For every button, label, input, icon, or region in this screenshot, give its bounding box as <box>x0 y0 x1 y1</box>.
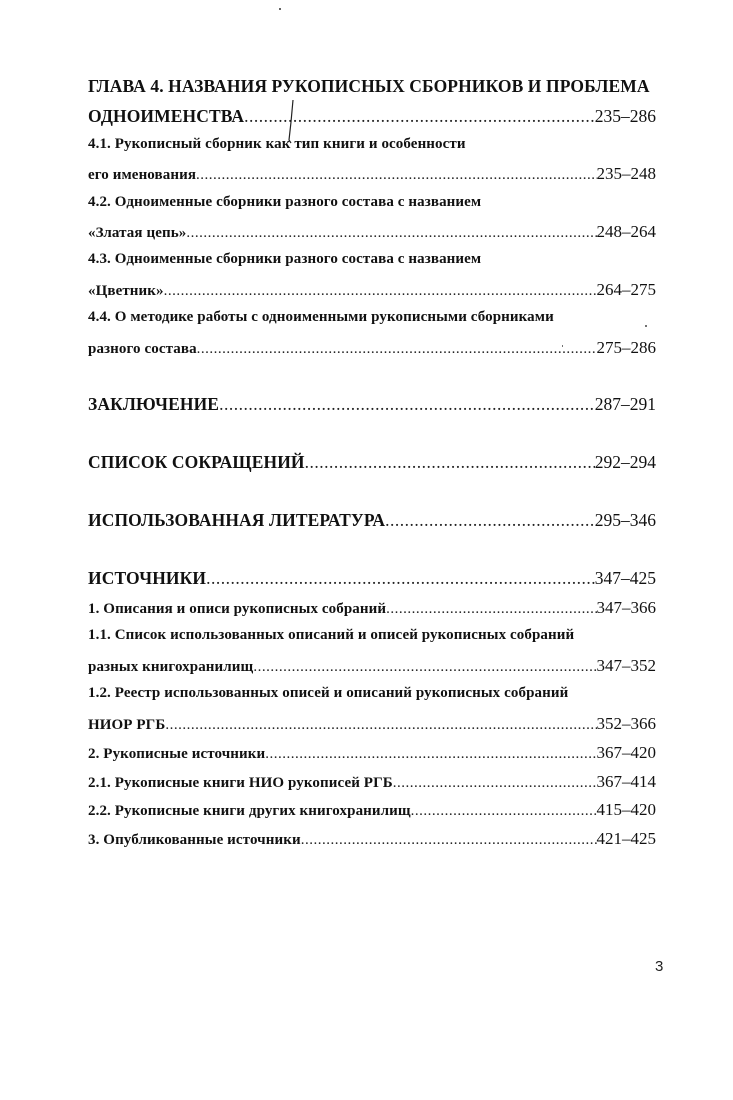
toc-entry-pages: 235–248 <box>596 164 656 183</box>
toc-entry-pages: 275–286 <box>596 338 656 357</box>
toc-entry-4-4[interactable] <box>88 338 656 360</box>
toc-entry-title: ОДНОИМЕНСТВА <box>88 106 245 126</box>
toc-entry-pages: 295–346 <box>594 510 656 530</box>
toc-dot-leader <box>197 341 597 358</box>
toc-dot-leader <box>386 601 596 618</box>
toc-entry-title: 4.2. Одноименные сборники разного состава с названием <box>88 194 482 210</box>
toc-entry-1-2-line1[interactable] <box>88 685 656 707</box>
page-number: 3 <box>655 958 664 975</box>
toc-entry-title: НИОР РГБ <box>88 717 166 733</box>
toc-entry-title: 2. Рукописные источники <box>88 746 266 762</box>
toc-entry-pages: 292–294 <box>594 452 656 472</box>
toc-entry-title: ИСТОЧНИКИ <box>88 568 207 588</box>
toc-entry-pages: 347–352 <box>596 656 656 675</box>
toc-entry-title: ЗАКЛЮЧЕНИЕ <box>88 394 220 414</box>
toc-entry-bibliography[interactable] <box>88 510 656 532</box>
toc-dot-leader <box>265 746 596 763</box>
toc-dot-leader <box>385 510 595 531</box>
toc-entry-pages: 367–414 <box>596 772 656 791</box>
toc-entry-3[interactable] <box>88 829 656 851</box>
toc-entry-pages: 248–264 <box>596 222 656 241</box>
toc-entry-pages: 352–366 <box>596 714 656 733</box>
toc-entry-1-1[interactable] <box>88 656 656 678</box>
toc-entry-conclusion[interactable] <box>88 394 656 416</box>
toc-entry-1-2[interactable] <box>88 714 656 736</box>
scan-speck <box>279 8 281 10</box>
toc-entry-title: 1. Описания и описи рукописных собраний <box>88 601 387 617</box>
toc-entry-title: ИСПОЛЬЗОВАННАЯ ЛИТЕРАТУРА <box>88 510 386 530</box>
toc-entry-title: 4.3. Одноименные сборники разного состава с названием <box>88 251 482 267</box>
toc-entry-title: ГЛАВА 4. НАЗВАНИЯ РУКОПИСНЫХ СБОРНИКОВ И ПРОБЛЕМА <box>88 76 650 96</box>
toc-entry-pages: 287–291 <box>594 394 656 414</box>
toc-entry-title: СПИСОК СОКРАЩЕНИЙ <box>88 452 305 472</box>
toc-entry-chapter-4[interactable] <box>88 106 656 128</box>
toc-entry-4-1[interactable] <box>88 164 656 186</box>
toc-entry-2-1[interactable] <box>88 772 656 794</box>
toc-entry-pages: 415–420 <box>596 800 656 819</box>
toc-entry-title: 2.1. Рукописные книги НИО рукописей РГБ <box>88 775 393 791</box>
toc-entry-title: 1.2. Реестр использованных описей и описаний рукописных собраний <box>88 685 569 701</box>
toc-entry-4-3[interactable] <box>88 280 656 302</box>
toc-entry-pages: 347–366 <box>596 598 656 617</box>
toc-dot-leader <box>196 167 596 184</box>
toc-entry-title: «Цветник» <box>88 283 164 299</box>
toc-dot-leader <box>305 452 595 473</box>
toc-entry-title: 1.1. Список использованных описаний и описей рукописных собраний <box>88 627 575 643</box>
toc-entry-4-4-line1[interactable] <box>88 309 656 331</box>
toc-entry-title: его именования <box>88 167 197 183</box>
toc-entry-title: 3. Опубликованные источники <box>88 832 301 848</box>
toc-entry-pages: 421–425 <box>596 829 656 848</box>
toc-entry-title: разных книгохранилищ <box>88 659 254 675</box>
toc-entry-2[interactable] <box>88 743 656 765</box>
toc-dot-leader <box>186 225 596 242</box>
toc-entry-pages: 235–286 <box>594 106 656 126</box>
toc-dot-leader <box>165 717 596 734</box>
toc-entry-abbreviations[interactable] <box>88 452 656 474</box>
toc-dot-leader <box>206 568 595 589</box>
toc-dot-leader <box>393 775 597 792</box>
toc-entry-pages: 264–275 <box>596 280 656 299</box>
toc-entry-title: 4.1. Рукописный сборник как тип книги и особенности <box>88 136 466 152</box>
toc-dot-leader <box>164 283 597 300</box>
toc-entry-title: 2.2. Рукописные книги других книгохранилищ <box>88 803 411 819</box>
toc-entry-pages: 347–425 <box>594 568 656 588</box>
toc-entry-1-1-line1[interactable] <box>88 627 656 649</box>
toc-dot-leader <box>253 659 596 676</box>
toc-entry-4-2[interactable] <box>88 222 656 244</box>
toc-entry-title: разного состава <box>88 341 197 357</box>
toc-entry-chapter-4-line1[interactable] <box>88 76 656 98</box>
toc-entry-4-1-line1[interactable] <box>88 136 656 158</box>
toc-entry-4-2-line1[interactable] <box>88 194 656 216</box>
toc-entry-2-2[interactable] <box>88 800 656 822</box>
toc-entry-title: 4.4. О методике работы с одноименными рукописными сборниками <box>88 309 554 325</box>
toc-entry-pages: 367–420 <box>596 743 656 762</box>
toc-dot-leader <box>301 832 597 849</box>
toc-dot-leader <box>244 106 595 127</box>
toc-dot-leader <box>411 803 597 820</box>
toc-dot-leader <box>219 394 595 415</box>
toc-entry-1[interactable] <box>88 598 656 620</box>
toc-entry-sources[interactable] <box>88 568 656 590</box>
toc-entry-title: «Златая цепь» <box>88 225 187 241</box>
toc-entry-4-3-line1[interactable] <box>88 251 656 273</box>
